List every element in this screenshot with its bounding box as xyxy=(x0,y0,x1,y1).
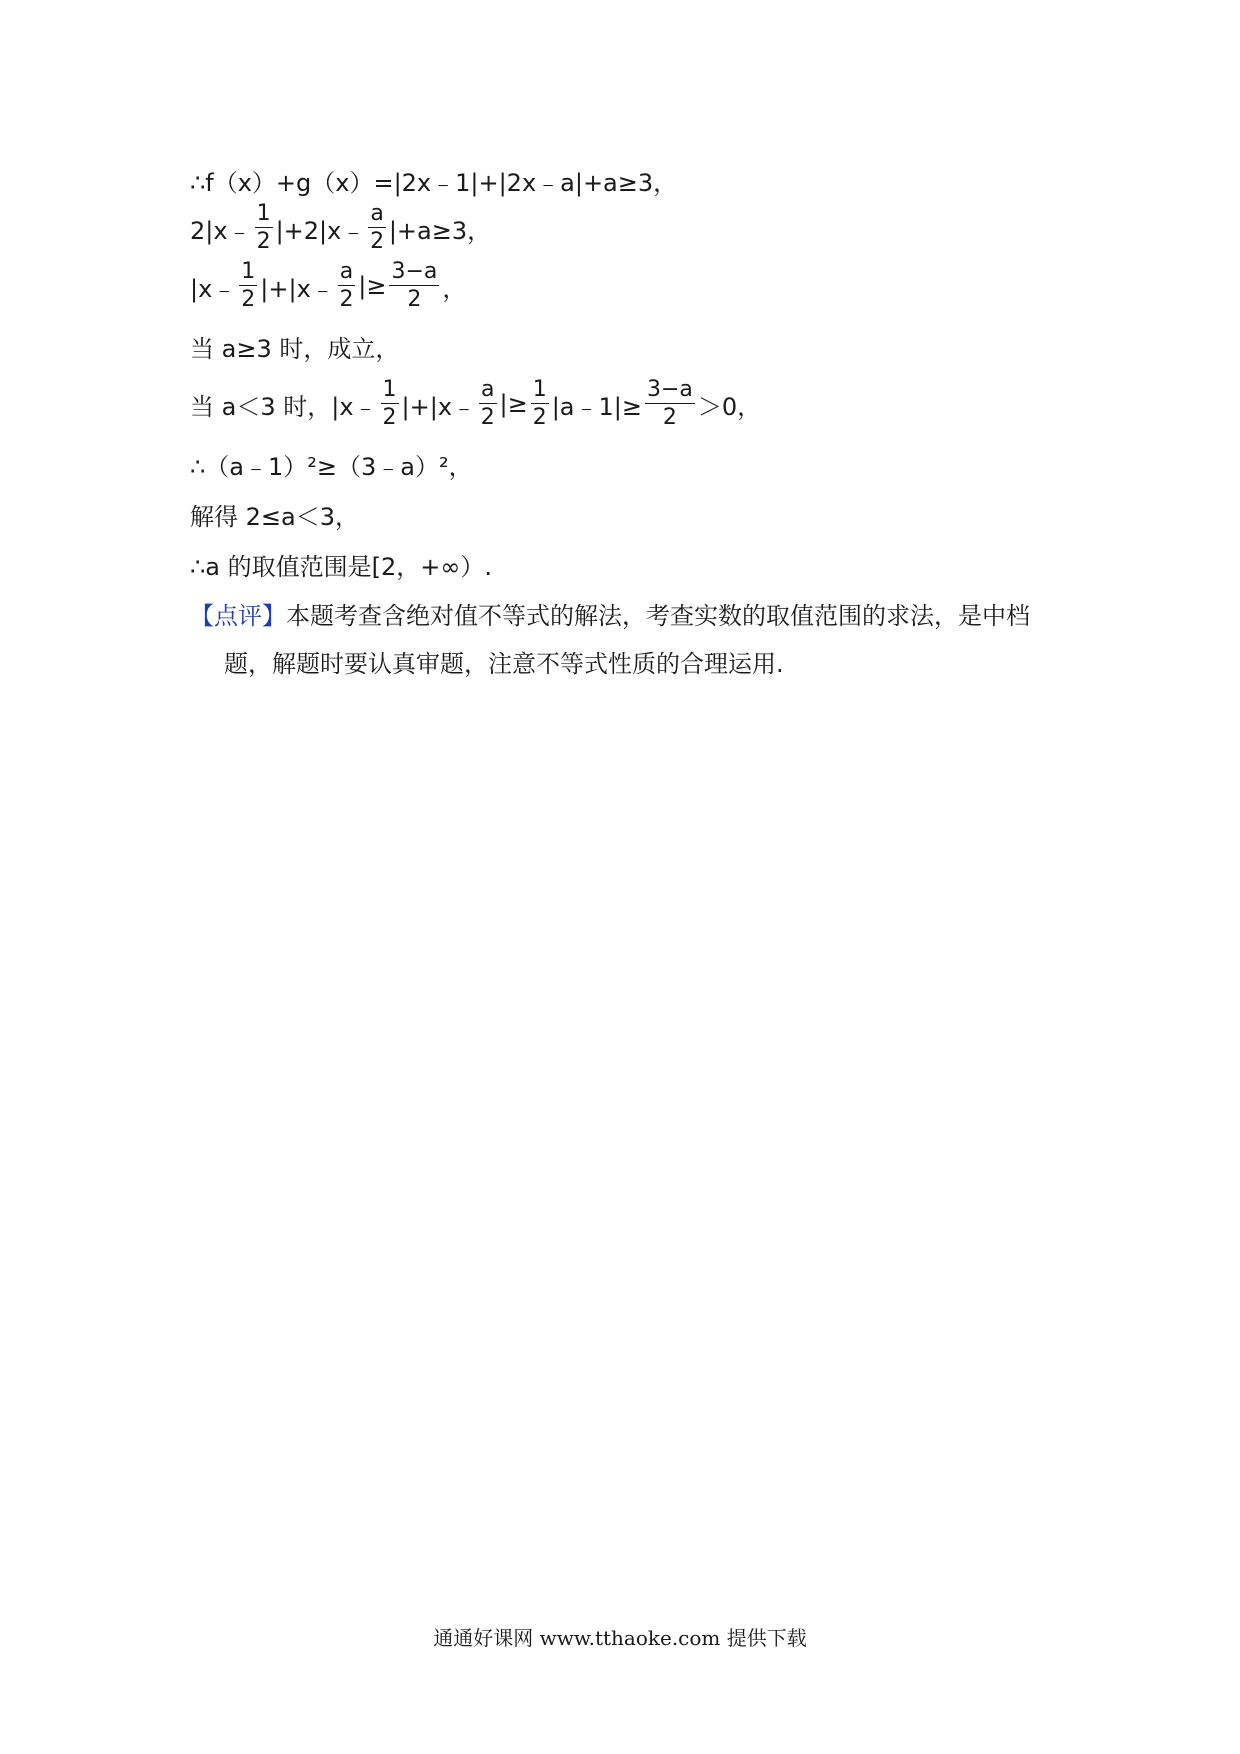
equation-text: |+a≥3， xyxy=(388,216,492,245)
fraction-denominator: 2 xyxy=(339,287,354,312)
review-label: 【点评】 xyxy=(190,602,286,630)
review-text-line-1: 本题考查含绝对值不等式的解法，考查实数的取值范围的求法，是中档 xyxy=(286,602,1030,630)
equation-text: |+|x﹣ xyxy=(260,274,335,303)
review-text-line-2: 题，解题时要认真审题，注意不等式性质的合理运用. xyxy=(224,650,784,678)
fraction-numerator: 1 xyxy=(256,201,271,226)
fraction xyxy=(531,379,549,429)
equation-text: ∴（a﹣1）²≥（3﹣a）²， xyxy=(190,452,473,481)
fraction xyxy=(389,261,439,311)
equation-text: 当 a≥3 时，成立， xyxy=(190,334,400,363)
fraction-denominator: 2 xyxy=(480,405,495,430)
solution-line-7 xyxy=(190,486,359,542)
fraction-numerator: 1 xyxy=(532,377,547,402)
equation-text: 当 a＜3 时，|x﹣ xyxy=(190,392,378,421)
equation-text: |+2|x﹣ xyxy=(275,216,366,245)
fraction xyxy=(338,261,355,311)
solution-line-3 xyxy=(190,258,466,314)
equation-text: 2|x﹣ xyxy=(190,216,252,245)
fraction-denominator: 2 xyxy=(241,287,256,312)
fraction xyxy=(479,379,496,429)
solution-line-8 xyxy=(190,536,492,592)
equation-text: |+|x﹣ xyxy=(401,392,477,421)
solution-line-6 xyxy=(190,436,473,492)
equation-text: |≥ xyxy=(499,390,528,418)
fraction-denominator: 2 xyxy=(662,405,677,430)
fraction-denominator: 2 xyxy=(370,229,385,254)
solution-line-4 xyxy=(190,318,399,374)
fraction-denominator: 2 xyxy=(407,287,422,312)
fraction xyxy=(381,379,399,429)
fraction-numerator: a xyxy=(481,377,495,402)
fraction xyxy=(645,379,695,429)
fraction-numerator: 3−a xyxy=(646,377,693,402)
equation-text: |x﹣ xyxy=(190,274,237,303)
fraction-denominator: 2 xyxy=(382,405,397,430)
fraction-numerator: a xyxy=(339,259,354,284)
solution-line-2 xyxy=(190,200,491,256)
page-footer: 通通好课网 www.tthaoke.com 提供下载 xyxy=(433,1626,807,1650)
fraction-numerator: 3−a xyxy=(391,259,438,284)
fraction-numerator: 1 xyxy=(241,259,256,284)
equation-text: 解得 2≤a＜3， xyxy=(190,502,359,531)
review-paragraph xyxy=(190,592,1090,688)
fraction-numerator: a xyxy=(370,201,384,226)
fraction-denominator: 2 xyxy=(256,229,271,254)
equation-text: |≥ xyxy=(358,272,387,300)
equation-text: ＞0， xyxy=(697,392,762,421)
fraction-denominator: 2 xyxy=(532,405,547,430)
solution-line-5 xyxy=(190,376,761,432)
fraction xyxy=(239,261,257,311)
fraction-numerator: 1 xyxy=(382,377,397,402)
fraction xyxy=(255,203,273,253)
equation-text: ， xyxy=(442,274,467,303)
equation-text: |a﹣1|≥ xyxy=(551,392,642,421)
fraction xyxy=(368,203,385,253)
equation-text: ∴f（x）+g（x）=|2x﹣1|+|2x﹣a|+a≥3， xyxy=(190,168,678,197)
equation-text: ∴a 的取值范围是[2，+∞）. xyxy=(190,552,492,581)
